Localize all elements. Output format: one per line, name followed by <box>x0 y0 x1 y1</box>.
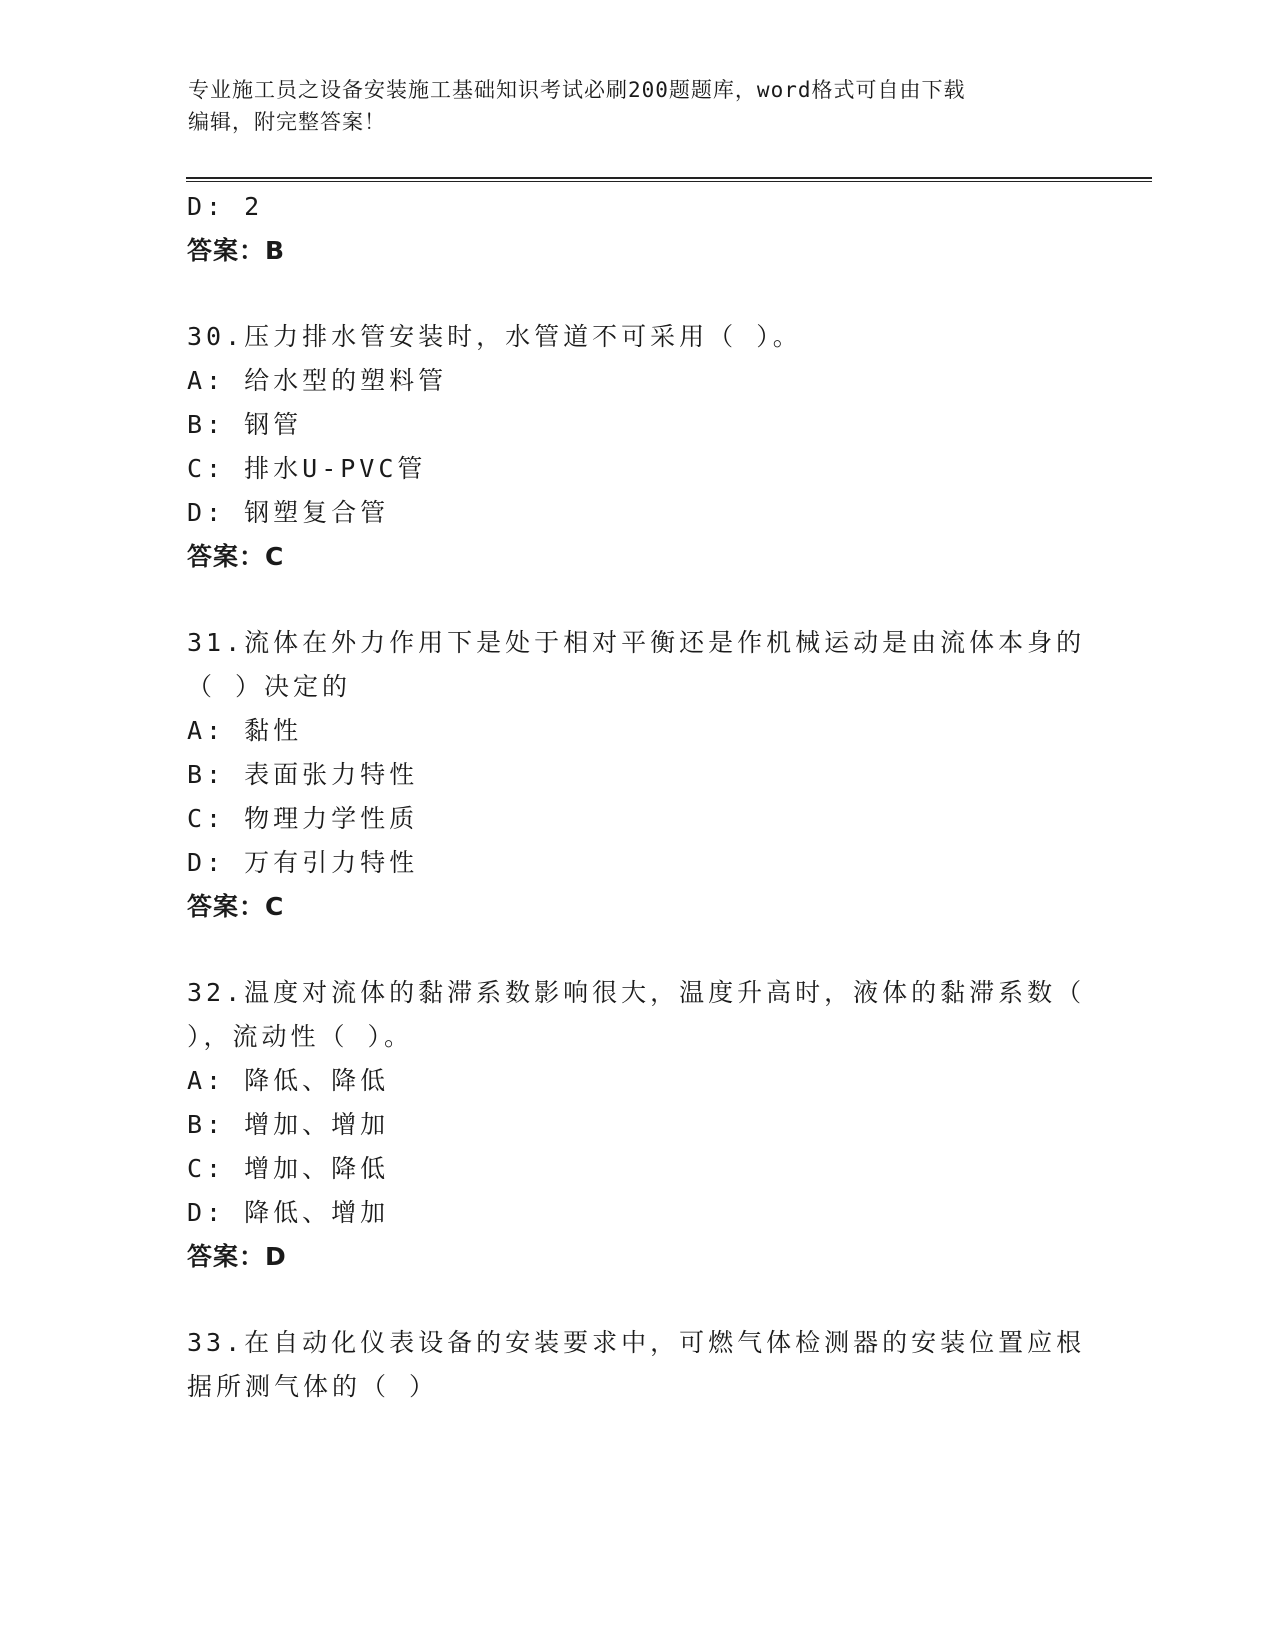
q31-stem-line-2: （ ）决定的 <box>187 672 352 701</box>
q30-option-c: C: 排水U-PVC管 <box>187 454 427 483</box>
q33-stem-line-2: 据所测气体的（ ） <box>187 1372 439 1401</box>
header-divider-thin <box>186 181 1152 182</box>
q31-stem-line-1: 31.流体在外力作用下是处于相对平衡还是作机械运动是由流体本身的 <box>187 628 1086 657</box>
q31-option-d: D: 万有引力特性 <box>187 848 419 877</box>
q32-stem-line-1: 32.温度对流体的黏滞系数影响很大，温度升高时，液体的黏滞系数（ <box>187 978 1086 1007</box>
q32-answer: 答案：D <box>187 1242 287 1271</box>
prev-option-d: D: 2 <box>187 192 264 221</box>
q33-stem-line-1: 33.在自动化仪表设备的安装要求中，可燃气体检测器的安装位置应根 <box>187 1328 1086 1357</box>
q31-answer: 答案：C <box>187 892 285 921</box>
q30-option-d: D: 钢塑复合管 <box>187 498 390 527</box>
header-line-1: 专业施工员之设备安装施工基础知识考试必刷200题题库，word格式可自由下载 <box>188 78 966 102</box>
q31-option-a: A: 黏性 <box>187 716 303 745</box>
q30-answer: 答案：C <box>187 542 285 571</box>
header-divider-thick <box>186 177 1152 179</box>
q30-stem: 30.压力排水管安装时，水管道不可采用（ ）。 <box>187 322 802 351</box>
q32-option-a: A: 降低、降低 <box>187 1066 390 1095</box>
q30-option-a: A: 给水型的塑料管 <box>187 366 448 395</box>
q32-option-c: C: 增加、降低 <box>187 1154 390 1183</box>
q32-option-b: B: 增加、增加 <box>187 1110 390 1139</box>
prev-answer: 答案：B <box>187 236 286 265</box>
q31-option-c: C: 物理力学性质 <box>187 804 419 833</box>
header-line-2: 编辑，附完整答案！ <box>188 110 386 134</box>
q31-option-b: B: 表面张力特性 <box>187 760 419 789</box>
document-header <box>188 74 1068 138</box>
q32-stem-line-2: ），流动性（ ）。 <box>187 1022 414 1051</box>
q30-option-b: B: 钢管 <box>187 410 303 439</box>
q32-option-d: D: 降低、增加 <box>187 1198 390 1227</box>
